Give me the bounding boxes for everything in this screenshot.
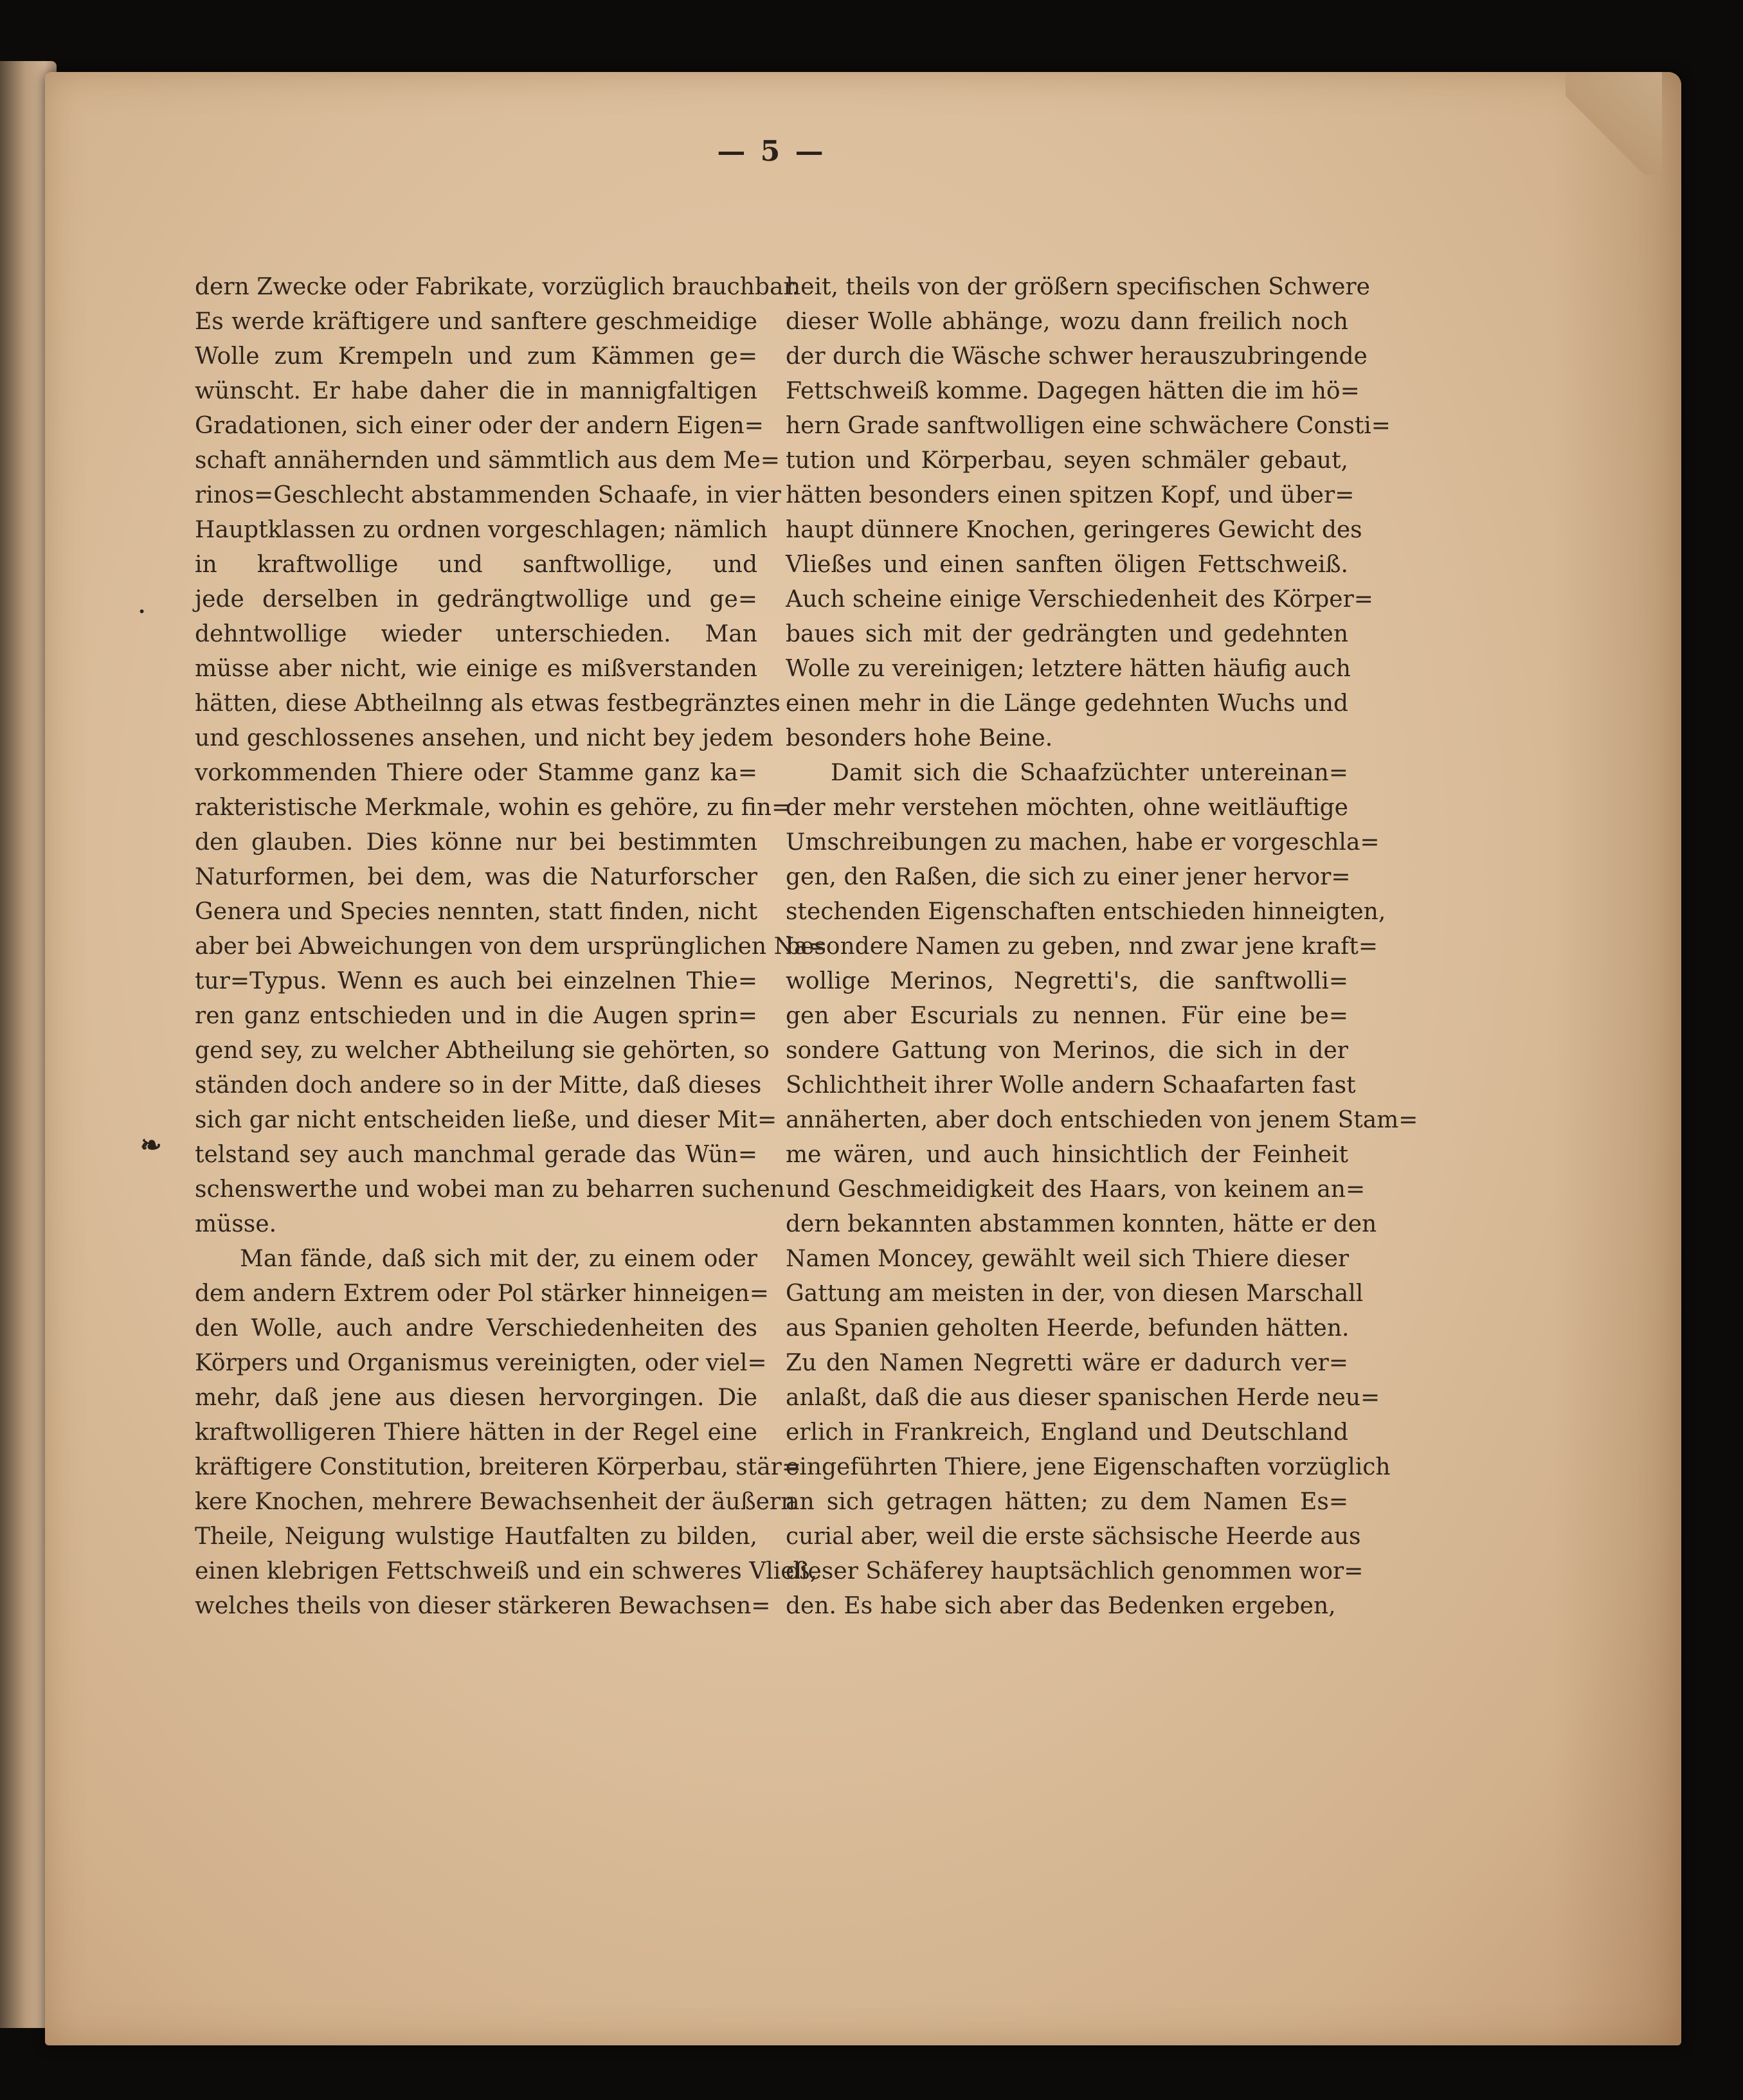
text-line: schaft annähernden und sämmtlich aus dem Me= bbox=[195, 447, 780, 474]
text-line: den glauben. Dies könne nur bei bestimmten bbox=[195, 829, 757, 856]
text-line: anlaßt, daß die aus dieser spanischen Herde neu= bbox=[786, 1385, 1380, 1411]
text-line: dern Zwecke oder Fabrikate, vorzüglich brauchbar. bbox=[195, 274, 800, 300]
text-line: dem andern Extrem oder Pol stärker hinneigen= bbox=[195, 1280, 769, 1307]
text-line: dieser Wolle abhänge, wozu dann freilich noch bbox=[786, 309, 1348, 335]
text-line: Zu den Namen Negretti wäre er dadurch ver= bbox=[786, 1350, 1348, 1376]
text-line: curial aber, weil die erste sächsische Heerde aus bbox=[786, 1523, 1361, 1550]
text-line: Namen Moncey, gewählt weil sich Thiere dieser bbox=[786, 1246, 1350, 1272]
text-line: der durch die Wäsche schwer herauszubringende bbox=[786, 343, 1368, 370]
text-line: dern bekannten abstammen konnten, hätte er den bbox=[786, 1211, 1377, 1237]
text-line: mehr, daß jene aus diesen hervorgingen. Die bbox=[195, 1385, 757, 1411]
text-line: schenswerthe und wobei man zu beharren suchen bbox=[195, 1176, 785, 1203]
text-line: sich gar nicht entscheiden ließe, und dieser Mit= bbox=[195, 1107, 777, 1133]
text-line: dieser Schäferey hauptsächlich genommen wor= bbox=[786, 1558, 1364, 1584]
text-line: besonders hohe Beine. bbox=[786, 725, 1053, 751]
text-line: gen, den Raßen, die sich zu einer jener hervor= bbox=[786, 864, 1351, 890]
text-line: einen klebrigen Fettschweiß und ein schweres Vließ, bbox=[195, 1558, 818, 1584]
text-line: tur=Typus. Wenn es auch bei einzelnen Thie= bbox=[195, 968, 757, 994]
text-line: rakteristische Merkmale, wohin es gehöre, zu fin= bbox=[195, 794, 791, 821]
text-line: hern Grade sanftwolligen eine schwächere Consti= bbox=[786, 413, 1391, 439]
text-line: hätten besonders einen spitzen Kopf, und über= bbox=[786, 482, 1355, 508]
text-line: Wolle zu vereinigen; letztere hätten häufig auch bbox=[786, 656, 1351, 682]
page-corner-fold bbox=[1566, 72, 1662, 175]
text-line: aus Spanien geholten Heerde, befunden hätten. bbox=[786, 1315, 1350, 1342]
text-line: telstand sey auch manchmal gerade das Wün= bbox=[195, 1142, 757, 1168]
text-line: eingeführten Thiere, jene Eigenschaften vorzüglich bbox=[786, 1454, 1391, 1480]
text-line: der mehr verstehen möchten, ohne weitläuftige bbox=[786, 794, 1348, 821]
text-line: müsse aber nicht, wie einige es mißverstanden bbox=[195, 656, 757, 682]
text-line: me wären, und auch hinsichtlich der Feinheit bbox=[786, 1142, 1348, 1168]
text-line: Wolle zum Krempeln und zum Kämmen ge= bbox=[195, 343, 757, 370]
text-line: den. Es habe sich aber das Bedenken ergeben, bbox=[786, 1593, 1336, 1619]
text-line: haupt dünnere Knochen, geringeres Gewicht des bbox=[786, 517, 1362, 543]
text-line: baues sich mit der gedrängten und gedehnten bbox=[786, 621, 1348, 647]
text-line: Man fände, daß sich mit der, zu einem oder bbox=[240, 1246, 757, 1272]
text-line: und Geschmeidigkeit des Haars, von keinem an= bbox=[786, 1176, 1366, 1203]
text-line: Fettschweiß komme. Dagegen hätten die im hö= bbox=[786, 378, 1360, 404]
text-line: dehntwollige wieder unterschieden. Man bbox=[195, 621, 757, 647]
text-line: Körpers und Organismus vereinigten, oder viel= bbox=[195, 1350, 767, 1376]
text-line: ren ganz entschieden und in die Augen sprin= bbox=[195, 1003, 757, 1029]
text-line: Hauptklassen zu ordnen vorgeschlagen; nämlich bbox=[195, 517, 768, 543]
margin-mark-ink: ❧ bbox=[140, 1130, 162, 1160]
text-line: Naturformen, bei dem, was die Naturforscher bbox=[195, 864, 757, 890]
text-line: den Wolle, auch andre Verschiedenheiten des bbox=[195, 1315, 757, 1342]
text-line: wünscht. Er habe daher die in mannigfaltigen bbox=[195, 378, 757, 404]
page-shadow bbox=[1553, 72, 1681, 2045]
text-line: Theile, Neigung wulstige Hautfalten zu bilden, bbox=[195, 1523, 757, 1550]
text-line: rinos=Geschlecht abstammenden Schaafe, in vier bbox=[195, 482, 781, 508]
text-line: ständen doch andere so in der Mitte, daß dieses bbox=[195, 1072, 762, 1099]
text-line: Es werde kräftigere und sanftere geschmeidige bbox=[195, 309, 757, 335]
text-line: Gradationen, sich einer oder der andern Eigen= bbox=[195, 413, 764, 439]
text-line: welches theils von dieser stärkeren Bewachsen= bbox=[195, 1593, 771, 1619]
right-text-column bbox=[786, 270, 1418, 1624]
text-line: stechenden Eigenschaften entschieden hinneigten, bbox=[786, 899, 1386, 925]
page-number: — 5 — bbox=[717, 135, 826, 168]
text-line: tution und Körperbau, seyen schmäler gebaut, bbox=[786, 447, 1348, 474]
text-line: Genera und Species nennten, statt finden, nicht bbox=[195, 899, 758, 925]
text-line: aber bei Abweichungen von dem ursprünglichen Na= bbox=[195, 933, 827, 960]
text-line: an sich getragen hätten; zu dem Namen Es= bbox=[786, 1489, 1348, 1515]
left-text-column bbox=[195, 270, 827, 1624]
text-line: hätten, diese Abtheilnng als etwas festbegränztes bbox=[195, 690, 781, 717]
text-line: jede derselben in gedrängtwollige und ge= bbox=[195, 586, 757, 613]
text-line: in kraftwollige und sanftwollige, und bbox=[195, 552, 757, 578]
text-line: Umschreibungen zu machen, habe er vorgeschla= bbox=[786, 829, 1380, 856]
text-line: gen aber Escurials zu nennen. Für eine be= bbox=[786, 1003, 1348, 1029]
text-line: kraftwolligeren Thiere hätten in der Regel eine bbox=[195, 1419, 757, 1446]
text-line: vorkommenden Thiere oder Stamme ganz ka= bbox=[195, 760, 757, 786]
text-line: annäherten, aber doch entschieden von jenem Stam= bbox=[786, 1107, 1418, 1133]
margin-mark-dot: · bbox=[138, 599, 146, 624]
text-line: einen mehr in die Länge gedehnten Wuchs und bbox=[786, 690, 1348, 717]
text-line: kere Knochen, mehrere Bewachsenheit der äußern bbox=[195, 1489, 796, 1515]
text-line: gend sey, zu welcher Abtheilung sie gehörten, so bbox=[195, 1037, 770, 1064]
text-line: besondere Namen zu geben, nnd zwar jene kraft= bbox=[786, 933, 1378, 960]
text-line: Damit sich die Schaafzüchter untereinan= bbox=[831, 760, 1348, 786]
text-line: erlich in Frankreich, England und Deutschland bbox=[786, 1419, 1348, 1446]
text-line: heit, theils von der größern specifischen Schwere bbox=[786, 274, 1370, 300]
text-line: Auch scheine einige Verschiedenheit des Körper= bbox=[786, 586, 1373, 613]
text-line: wollige Merinos, Negretti's, die sanftwolli= bbox=[786, 968, 1348, 994]
text-line: sondere Gattung von Merinos, die sich in der bbox=[786, 1037, 1348, 1064]
text-line: müsse. bbox=[195, 1211, 277, 1237]
text-line: Schlichtheit ihrer Wolle andern Schaafarten fast bbox=[786, 1072, 1356, 1099]
text-line: Vließes und einen sanften öligen Fettschweiß. bbox=[786, 552, 1348, 578]
text-line: Gattung am meisten in der, von diesen Marschall bbox=[786, 1280, 1364, 1307]
text-line: kräftigere Constitution, breiteren Körperbau, stär= bbox=[195, 1454, 802, 1480]
text-line: und geschlossenes ansehen, und nicht bey jedem bbox=[195, 725, 773, 751]
